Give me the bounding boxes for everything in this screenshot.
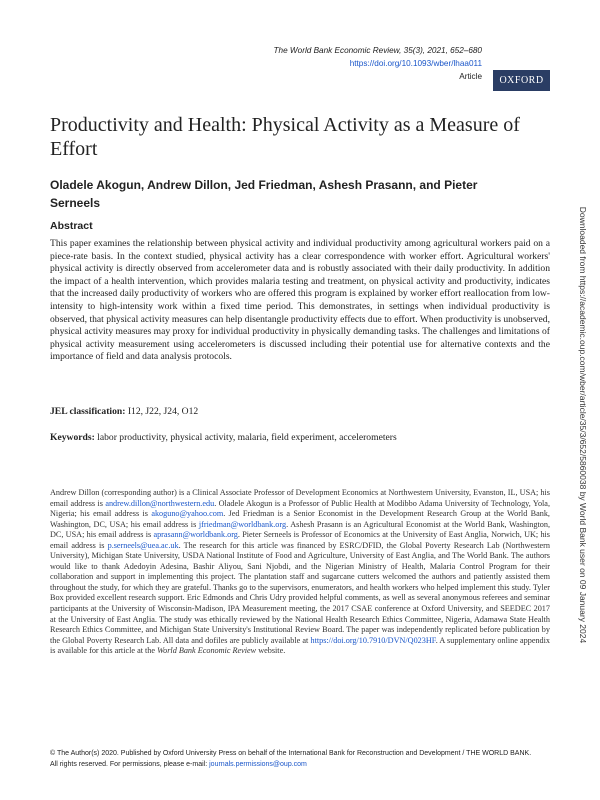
footnote-text: . Pieter Serneels is Professor of Economics at the University of East Anglia, Norwich, UK; his email address is: [50, 530, 550, 550]
abstract-heading: Abstract: [50, 220, 93, 232]
footnote-text: . Jed Friedman is a Senior Economist in the Development Research Group at the World Bank, Washington, DC, USA; his email address is: [50, 509, 550, 529]
journal-citation: The World Bank Economic Review, 35(3), 2021, 652–680: [273, 46, 482, 55]
journal-header: [274, 44, 482, 83]
jel-classification: [50, 406, 198, 417]
keywords-terms: labor productivity, physical activity, malaria, field experiment, accelerometers: [97, 432, 397, 443]
footnote-text: . A supplementary online appendix is available for this article at the: [50, 635, 551, 656]
copyright-line: © The Author(s) 2020. Published by Oxford University Press on behalf of the International Bank for Reconstruction and Development / THE WORLD BANK.: [50, 750, 532, 757]
doi-link[interactable]: https://doi.org/10.1093/wber/lhaa011: [349, 59, 482, 68]
download-sidebar: [576, 145, 590, 705]
jel-label: JEL classification:: [50, 406, 126, 417]
email-link-friedman[interactable]: jfriedman@worldbank.org: [198, 519, 287, 529]
data-doi-link[interactable]: https://doi.org/10.7910/DVN/Q023HF: [310, 635, 436, 645]
permissions-text: All rights reserved. For permissions, please e-mail:: [50, 761, 210, 768]
article-title: Productivity and Health: Physical Activity as a Measure of Effort: [50, 114, 520, 160]
journal-name: World Bank Economic Review: [157, 646, 257, 656]
copyright-notice: [50, 748, 560, 770]
permissions-email-link[interactable]: journals.permissions@oup.com: [209, 761, 307, 768]
footnote-text: website.: [256, 646, 286, 656]
footnote-text: . Ashesh Prasann is an Agricultural Economist at the World Bank, Washington, DC, USA; his email address is: [50, 519, 550, 540]
permissions-line: [50, 759, 560, 770]
email-link-serneels[interactable]: p.serneels@uea.ac.uk: [107, 540, 179, 550]
oxford-logo-text: OXFORD: [499, 75, 544, 86]
jel-codes: I12, J22, J24, O12: [127, 406, 199, 417]
download-note: Downloaded from https://academic.oup.com/wber/article/35/3/652/5860038 by World Bank user on 09 January 2024: [578, 206, 588, 644]
author-list: Oladele Akogun, Andrew Dillon, Jed Friedman, Ashesh Prasann, and Pieter Serneels: [50, 178, 478, 210]
footnote-text: . Oladele Akogun is a Professor of Public Health at Modibbo Adama University of Technology, Yola, Nigeria; his email address is: [50, 498, 550, 519]
email-link-akogun[interactable]: akoguno@yahoo.com: [151, 509, 224, 519]
footnote-text: Andrew Dillon (corresponding author) is a Clinical Associate Professor of Development Economics at Northwestern University, Evanston, IL, USA; his email address is: [50, 488, 550, 508]
author-footnote: [50, 488, 550, 657]
oxford-logo: [493, 70, 550, 91]
footnote-text: . The research for this article was financed by ESRC/DFID, the Global Poverty Research Lab (Northwestern University), Michigan State University, USDA National Institute of Food and Agriculture, University of East Anglia, and The World Bank. The authors would like to thank Adedoyin Adesina, Bashir Aliyou, Sani Njobdi, and the Nigerian Ministry of Health, Malaria Control Program for their collaboration and support in implementing this project. The plantation staff and sugarcane cutters welcomed the authors and patiently assisted them throughout the study, for which they are grateful. Thanks go to the supervisors, enumerators, and health workers who helped implement this study. Tyler Box provided excellent research support. Eric Edmonds and Chris Udry provided helpful comments, as well as several anonymous referees and seminar participants at the University of Wisconsin-Madison, IPA Measurement meeting, the 2017 CSAE conference at Oxford University, and SEEDEC 2017 at the University of East Anglia. The study was ethically reviewed by the National Health Research Ethics Committee, Nigeria, Adamawa State Health Research Ethics Committee, and Michigan State University's Institutional Review Board. The paper was independently replicated before publication by the Global Poverty Research Lab. All data and dofiles are publicly available at: [50, 540, 551, 645]
email-link-prasann[interactable]: aprasann@worldbank.org: [153, 530, 238, 540]
keywords: [50, 432, 397, 443]
email-link-dillon[interactable]: andrew.dillon@northwestern.edu: [105, 498, 215, 508]
abstract-text: This paper examines the relationship between physical activity and individual productivity among agricultural workers paid on a piece-rate basis. In the context studied, physical activity has a clear correspondence with worker effort. Agricultural workers' physical activity is directly observed from accelerometer data and is robustly associated with their daily productivity. In addition the impact of a health intervention, which provides malaria testing and treatment, on physical activity and productivity, indicates that the increased daily productivity of workers who are offered this program is explained by worker effort reallocation from low-intensity to high-intensity work within a fixed time period. This demonstrates, in settings when individual productivity is observed, that physical activity measures can help disentangle productivity effects due to effort. When productivity is unobserved, physical activity measures may proxy for individual productivity in physically demanding tasks. The challenges and limitations of physical activity measurement using accelerometers is discussed including their potential use for alternative contexts and the importance of field and data analysis protocols.: [50, 238, 550, 363]
keywords-label: Keywords:: [50, 432, 95, 443]
article-type: Article: [459, 72, 482, 81]
